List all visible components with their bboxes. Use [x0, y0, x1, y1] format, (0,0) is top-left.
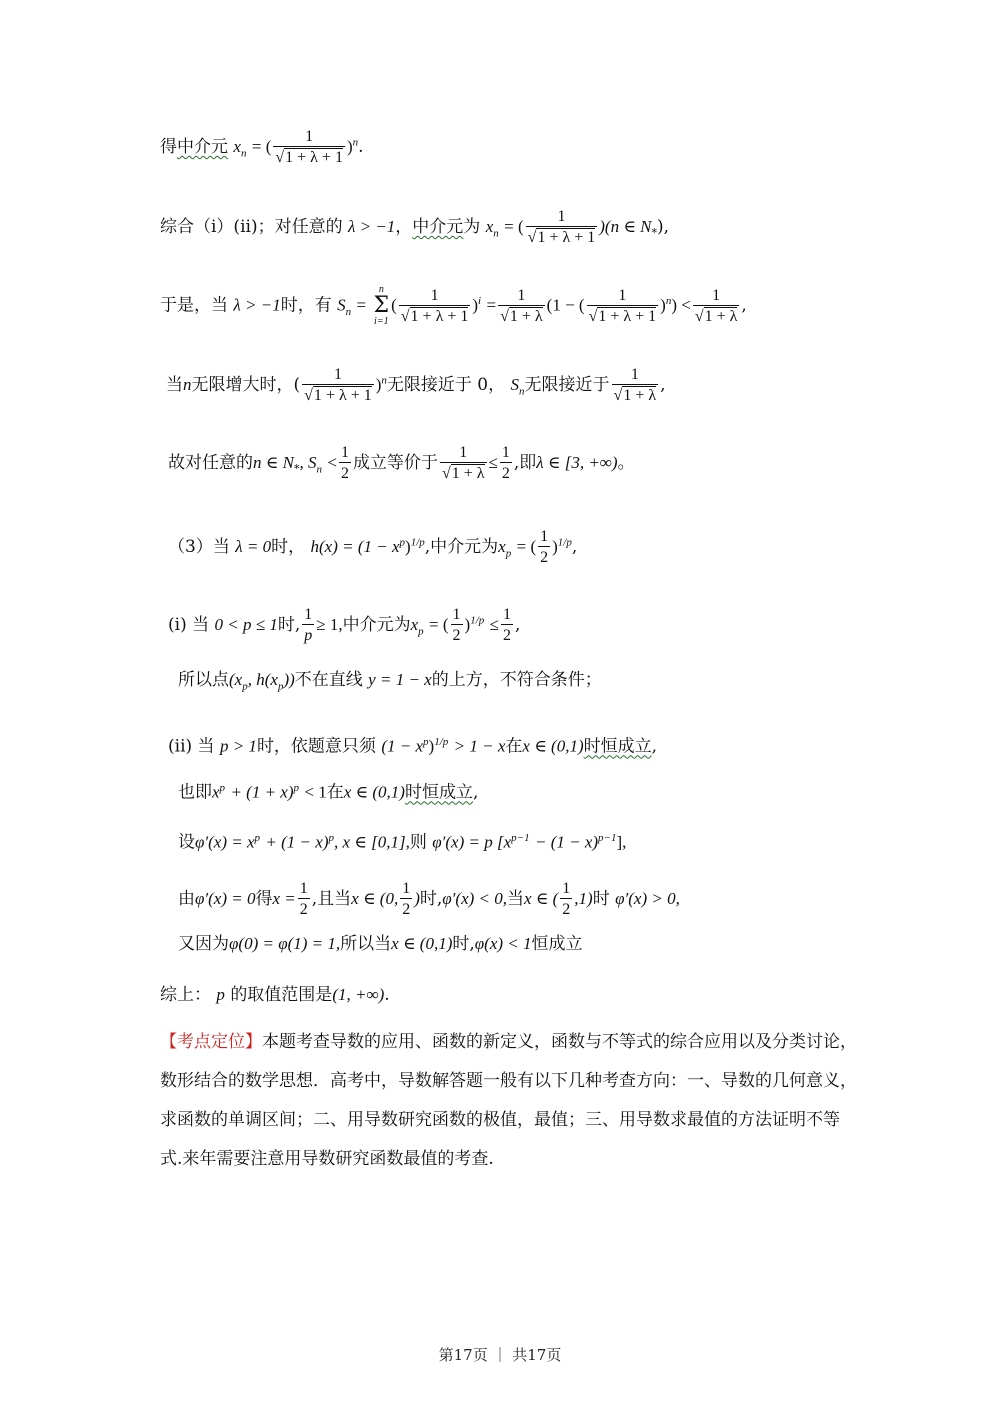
denominator: 2: [500, 462, 512, 483]
text: 当: [507, 889, 524, 909]
line-8: [178, 668, 602, 698]
math: , x ∈ [0,1],: [333, 832, 410, 852]
text: 时,: [419, 889, 443, 909]
math: x ∈ (: [524, 889, 559, 908]
math: )(n ∈ N: [599, 217, 652, 236]
math: φ′(x) = p [x: [432, 832, 512, 852]
denominator: √1 + λ + 1: [399, 305, 471, 326]
text: 为: [463, 217, 481, 237]
text: ,即: [513, 453, 537, 473]
math: x: [410, 615, 419, 634]
math: ,1): [574, 889, 593, 908]
fraction: [302, 366, 374, 405]
math: <: [327, 453, 337, 472]
math: n: [519, 385, 525, 398]
math: n: [316, 463, 322, 476]
text: 于是，当: [160, 295, 228, 316]
denominator: √1 + λ + 1: [302, 384, 374, 405]
numerator: 1: [430, 286, 439, 304]
fraction: [693, 287, 740, 326]
text: 中介元: [412, 217, 464, 237]
text: 时，: [271, 537, 306, 557]
radicand: 1 + λ: [509, 307, 543, 325]
math: ≥ 1,: [316, 615, 343, 634]
math: n ∈ N: [253, 453, 294, 472]
text: 在: [505, 736, 523, 757]
numerator: 1: [402, 880, 411, 897]
radicand: 1 + λ: [704, 307, 738, 325]
text: 时,: [277, 615, 301, 635]
math: x ∈ (0,1): [522, 736, 584, 756]
math: ≤: [488, 453, 498, 472]
math: 1/p: [557, 536, 572, 549]
numerator: 1: [340, 444, 349, 461]
math: = (: [516, 537, 537, 556]
text: 故对任意的: [168, 453, 253, 473]
text: 无限接近于 0，: [386, 375, 506, 395]
radicand: 1 + λ + 1: [537, 229, 596, 246]
fraction: [538, 528, 550, 567]
fraction: [501, 606, 513, 645]
math: x: [212, 782, 220, 802]
math: n: [665, 294, 672, 307]
line-5: [168, 444, 635, 483]
text: 又因为: [178, 934, 229, 954]
math: n: [183, 375, 192, 394]
text: .: [384, 985, 390, 1005]
sum-lower: i=1: [374, 316, 389, 327]
numerator: 1: [630, 366, 639, 383]
math: n: [240, 147, 247, 160]
text: 中介元: [177, 137, 228, 157]
math: φ′(x) = 0: [195, 889, 256, 908]
denominator: √1 + λ: [498, 305, 545, 326]
numerator: 1: [712, 286, 721, 304]
math: x ∈ (0,1): [391, 934, 453, 953]
math: ) <: [671, 295, 691, 315]
math: λ > −1: [347, 217, 396, 236]
line-9: [168, 730, 657, 759]
text: 当: [166, 375, 183, 395]
line-13: [178, 932, 583, 956]
math: p−1: [511, 832, 530, 844]
fraction: [440, 444, 487, 483]
denominator: 2: [560, 898, 572, 919]
line-2: [160, 208, 669, 247]
denominator: √1 + λ: [612, 384, 659, 405]
math: = (: [504, 217, 524, 236]
line-3: [160, 285, 747, 327]
math: λ ∈ [3, +∞): [536, 453, 618, 472]
math: x ∈ (0,1): [343, 782, 405, 802]
math: )): [283, 670, 295, 689]
fraction: [451, 606, 463, 645]
fraction: [587, 287, 659, 326]
page-footer: 第17页 ｜ 共17页: [438, 1346, 562, 1364]
line-1: [160, 128, 364, 167]
text: 得: [160, 137, 177, 157]
summary-paragraph: [160, 1023, 860, 1179]
denominator: √1 + λ: [440, 462, 487, 483]
text: ,: [515, 615, 521, 635]
math: p: [219, 782, 226, 794]
math: ): [375, 375, 382, 394]
text: (ii) 当: [168, 736, 215, 757]
text: 时，有: [280, 295, 332, 316]
text: ,: [741, 295, 747, 316]
math: p: [242, 680, 248, 693]
math: i: [478, 294, 482, 307]
math: *: [651, 226, 657, 240]
radicand: 1 + λ + 1: [285, 149, 343, 166]
text: ,: [660, 375, 666, 395]
text: 则: [409, 832, 427, 853]
sum-sign: Σ: [373, 293, 390, 318]
math: p: [216, 985, 225, 1004]
numerator: 1: [562, 880, 571, 897]
math: h(x) = (1 − x: [310, 537, 400, 556]
math: > 1 − x: [453, 736, 506, 756]
text: 时恒成立: [404, 782, 473, 803]
text: 。: [617, 453, 635, 473]
math: n: [345, 305, 352, 318]
math: (: [391, 295, 397, 315]
math: ): [552, 537, 558, 556]
math: p: [418, 625, 424, 638]
text: 不在直线: [294, 670, 363, 690]
math: x: [233, 137, 241, 156]
text: (i) 当: [168, 615, 210, 635]
math: ): [660, 295, 666, 315]
sum-upper: n: [378, 284, 384, 295]
numerator: 1: [299, 880, 308, 897]
text: ),: [657, 217, 670, 237]
text: 在: [326, 782, 344, 803]
math: , S: [299, 453, 317, 472]
math: = (: [429, 615, 449, 634]
text: 所以当: [340, 934, 392, 954]
denominator: 2: [298, 898, 310, 919]
text: 时: [592, 889, 610, 909]
math: ],: [616, 832, 627, 852]
math: p: [277, 680, 284, 693]
math: λ > −1: [233, 295, 281, 315]
math: S: [510, 375, 520, 394]
math: ): [414, 889, 420, 908]
text: ,: [571, 537, 578, 557]
numerator: 1: [618, 286, 627, 304]
numerator: 1: [557, 208, 566, 225]
math: n: [381, 374, 387, 387]
math: = (: [251, 137, 272, 156]
math: φ′(x) > 0,: [615, 889, 680, 908]
line-7: [168, 606, 520, 645]
math: ): [464, 615, 471, 634]
math: p: [399, 536, 406, 549]
numerator: 1: [503, 606, 512, 623]
text: 得: [255, 889, 273, 909]
math: λ = 0: [235, 537, 272, 556]
numerator: 1: [333, 366, 342, 383]
fraction: [560, 880, 572, 919]
math: 1/p: [470, 614, 485, 627]
line-6: [168, 528, 577, 567]
math: φ′(x) < 0,: [442, 889, 507, 908]
line-12: [178, 880, 680, 919]
denominator: 2: [339, 462, 351, 483]
text: 由: [178, 889, 195, 909]
text: 设: [178, 832, 195, 853]
math: p: [505, 547, 512, 560]
denominator: √1 + λ + 1: [273, 146, 345, 167]
math: 1/p: [410, 536, 425, 549]
denominator: p: [302, 624, 314, 645]
math: x: [498, 537, 506, 556]
math: *: [293, 462, 300, 476]
text: 所以点: [178, 670, 229, 690]
numerator: 1: [540, 528, 549, 545]
math: 0 < p ≤ 1: [214, 615, 278, 634]
numerator: 1: [517, 286, 526, 304]
text: ,: [651, 736, 658, 757]
fraction: [400, 880, 412, 919]
math: (x: [229, 670, 243, 689]
text: （3）当: [168, 537, 230, 557]
numerator: 1: [304, 606, 313, 623]
text: 时,: [452, 934, 475, 954]
line-11: [178, 826, 626, 855]
summary-label: 【考点定位】: [160, 1032, 262, 1052]
text: 时恒成立: [583, 736, 652, 757]
denominator: √1 + λ: [693, 305, 740, 326]
radicand: 1 + λ + 1: [598, 307, 657, 325]
math: φ(0) = φ(1) = 1,: [229, 934, 341, 953]
radicand: 1 + λ + 1: [313, 387, 372, 404]
math: (1 − x: [381, 736, 424, 756]
radicand: 1 + λ + 1: [410, 307, 469, 325]
text: ，: [395, 217, 413, 237]
math: p: [423, 736, 429, 748]
math: =: [486, 295, 497, 315]
line-4: [166, 366, 666, 405]
denominator: 2: [400, 898, 412, 919]
numerator: 1: [459, 444, 468, 461]
math: 1/p: [434, 736, 449, 748]
text: 的上方，不符合条件；: [431, 670, 602, 690]
math: ): [472, 295, 479, 315]
math: , h(x: [247, 670, 278, 689]
math: p−1: [598, 832, 617, 844]
denominator: √1 + λ + 1: [526, 226, 598, 247]
math: + (1 − x): [265, 832, 329, 852]
denominator: 2: [501, 624, 513, 645]
math: n: [493, 227, 499, 240]
text: 无限增大时，(: [191, 375, 301, 395]
math: S: [337, 295, 346, 315]
math: ): [405, 537, 411, 556]
math: φ(x) < 1: [474, 934, 532, 953]
math: ≤: [489, 615, 500, 634]
text: ,: [472, 782, 479, 803]
math: < 1: [304, 782, 327, 802]
math: (1, +∞): [332, 985, 385, 1004]
math: =: [356, 295, 367, 315]
summary-text: 本题考查导数的应用、函数的新定义，函数与不等式的综合应用以及分类讨论，数形结合的数学思想．高考中，导数解答题一般有以下几种考查方向：一、导数的几何意义，求函数的单调区间；二、用导数研究函数的极值，最值；三、用导数求最值的方法证明不等式.来年需要注意用导数研究函数最值的考查.: [160, 1032, 857, 1169]
denominator: 2: [451, 624, 463, 645]
math: n: [352, 136, 359, 149]
math: ): [428, 736, 435, 756]
math: ): [346, 137, 353, 156]
numerator: 1: [452, 606, 461, 623]
math: φ′(x) = x: [195, 832, 255, 852]
math: + (1 + x): [230, 782, 294, 802]
text: 成立等价于: [352, 453, 438, 473]
text: 中介元为: [342, 615, 411, 635]
fraction: [498, 287, 545, 326]
radicand: 1 + λ: [451, 465, 485, 482]
numerator: 1: [501, 444, 510, 461]
fraction: [273, 128, 345, 167]
math: x ∈ (0,: [351, 889, 399, 908]
text: ,中介元为: [424, 537, 499, 557]
fraction: [500, 444, 512, 483]
text: .: [358, 137, 364, 157]
fraction: [526, 208, 598, 247]
math: x =: [272, 889, 296, 908]
text: 也即: [178, 782, 212, 803]
math: y = 1 − x: [368, 670, 432, 689]
text: 恒成立: [531, 934, 583, 954]
text: 时，依题意只须: [256, 736, 376, 757]
text: 综上：: [160, 985, 211, 1005]
text: ,且当: [311, 889, 352, 909]
math: p: [293, 782, 300, 794]
math: − (1 − x): [534, 832, 599, 852]
math: x: [485, 217, 494, 236]
text: 的取值范围是: [230, 985, 333, 1005]
denominator: √1 + λ + 1: [587, 305, 659, 326]
numerator: 1: [305, 128, 314, 145]
summation: [374, 285, 390, 327]
denominator: 2: [538, 546, 550, 567]
fraction: [612, 366, 659, 405]
math: p: [254, 832, 261, 844]
fraction: [399, 287, 471, 326]
text: 综合（i）(ii)；对任意的: [160, 217, 343, 237]
math: (1 − (: [546, 295, 585, 315]
radicand: 1 + λ: [623, 387, 657, 404]
fraction: [339, 444, 351, 483]
fraction: [302, 606, 314, 645]
fraction: [298, 880, 310, 919]
math: p: [328, 832, 334, 844]
line-10: [178, 776, 478, 805]
line-14: [160, 983, 390, 1007]
text: 无限接近于: [524, 375, 610, 395]
math: p > 1: [219, 736, 257, 756]
